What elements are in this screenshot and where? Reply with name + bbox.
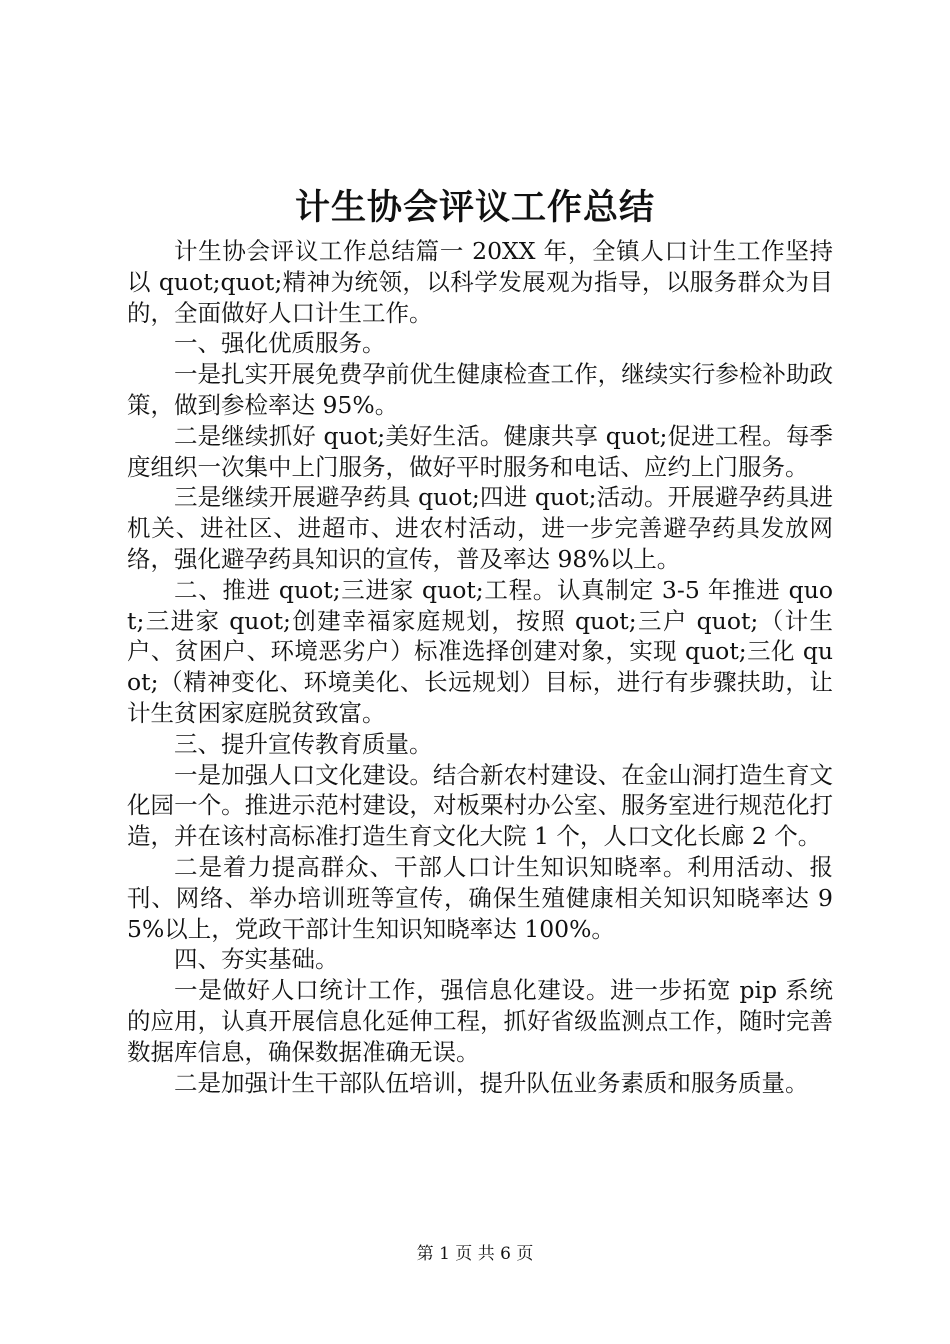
paragraph-4-2: 二是加强计生干部队伍培训，提升队伍业务素质和服务质量。 — [174, 1068, 809, 1097]
paragraph-1-2: 二是继续抓好 quot;美好生活。健康共享 quot;促进工程。每季度组织一次集中上门服务，做好平时服务和电话、应约上门服务。 — [127, 421, 833, 481]
paragraph-4-1: 一是做好人口统计工作，强信息化建设。进一步拓宽 pip 系统的应用，认真开展信息化延伸工程，抓好省级监测点工作，随时完善数据库信息，确保数据准确无误。 — [127, 976, 833, 1066]
page-title: 计生协会评议工作总结 — [294, 187, 655, 228]
page-footer: 第 1 页 共 6 页 — [416, 1244, 534, 1264]
paragraph-intro: 计生协会评议工作总结篇一 20XX 年，全镇人口计生工作坚持以 quot;quot;精神为统领，以科学发展观为指导，以服务群众为目的，全面做好人口计生工作。 — [127, 237, 833, 327]
paragraph-3-1: 一是加强人口文化建设。结合新农村建设、在金山洞打造生育文化园一个。推进示范村建设，对板栗村办公室、服务室进行规范化打造，并在该村高标准打造生育文化大院 1 个，人口文化长廊 2 个。 — [127, 760, 833, 851]
section-heading-2: 二、推进 quot;三进家 quot;工程。认真制定 3-5 年推进 quot;三进家 quot;创建幸福家庭规划，按照 quot;三户 quot;（计生户、贫困户、环境恶劣户）标准选择创建对象，实现 quot;三化 quot;（精神变化、环境美化、长远规划）目标，进行有步骤扶助，让计生贫困家庭脱贫致富。 — [127, 575, 833, 727]
paragraph-1-3: 三是继续开展避孕药具 quot;四进 quot;活动。开展避孕药具进机关、进社区、进超市、进农村活动，进一步完善避孕药具发放网络，强化避孕药具知识的宣传，普及率达 98%以上。 — [127, 483, 833, 573]
paragraph-3-2: 二是着力提高群众、干部人口计生知识知晓率。利用活动、报刊、网络、举办培训班等宣传，确保生殖健康相关知识知晓率达 95%以上，党政干部计生知识知晓率达 100%。 — [127, 852, 833, 943]
section-heading-1: 一、强化优质服务。 — [174, 329, 386, 358]
document-body — [127, 236, 833, 1098]
section-heading-3: 三、提升宣传教育质量。 — [174, 729, 433, 758]
paragraph-1-1: 一是扎实开展免费孕前优生健康检查工作，继续实行参检补助政策，做到参检率达 95%。 — [127, 360, 833, 419]
section-heading-4: 四、夯实基础。 — [174, 945, 339, 974]
